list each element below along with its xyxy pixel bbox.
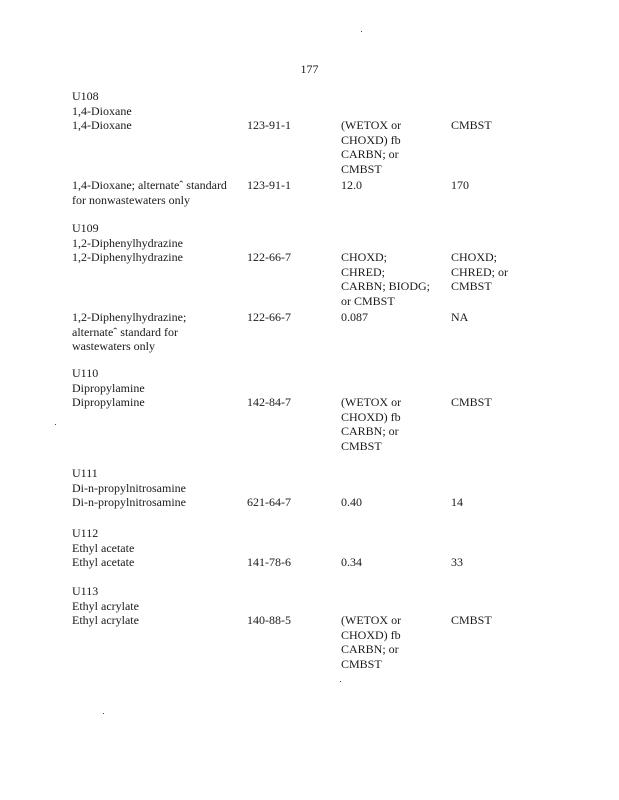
- waste-entry: [72, 584, 532, 671]
- wastewater-standard: CHRED;: [341, 264, 386, 279]
- cas-number: 122-66-7: [247, 310, 291, 324]
- constituent-name: Dipropylamine: [72, 395, 145, 409]
- nonwastewater-standard: 170: [451, 178, 469, 192]
- wastewater-standard: CARBN; or: [341, 147, 399, 161]
- constituent-name: 1,4-Dioxane; alternateˆ standard: [72, 178, 227, 192]
- constituent-name: Di-n-propylnitrosamine: [72, 495, 186, 509]
- wastewater-standard: CARBN; or: [341, 424, 399, 438]
- waste-name: 1,2-Diphenylhydrazine: [72, 235, 183, 250]
- constituent-row: [72, 495, 532, 510]
- cas-number: 122-66-7: [247, 250, 291, 264]
- constituent-row: [72, 178, 532, 207]
- constituent-row: [72, 555, 532, 570]
- wastewater-standard: (WETOX or: [341, 118, 402, 132]
- cas-number: 141-78-6: [247, 555, 291, 569]
- cas-number: 142-84-7: [247, 395, 291, 409]
- constituent-name: 1,2-Diphenylhydrazine;: [72, 310, 187, 324]
- wastewater-standard: or CMBST: [341, 293, 395, 308]
- wastewater-standard: CHOXD;: [341, 250, 388, 264]
- nonwastewater-standard: 33: [451, 555, 463, 569]
- waste-code: U112: [72, 526, 99, 540]
- constituent-name: Ethyl acetate: [72, 555, 135, 569]
- wastewater-standard: CARBN; BIODG;: [341, 279, 431, 293]
- speck: [103, 713, 104, 714]
- constituent-name: Ethyl acrylate: [72, 613, 139, 627]
- waste-code: U110: [72, 366, 99, 380]
- nonwastewater-standard: CHOXD;: [451, 250, 498, 264]
- waste-entry: [72, 526, 532, 570]
- constituent-name: wastewaters only: [72, 339, 155, 353]
- constituent-row: [72, 613, 532, 671]
- cas-number: 621-64-7: [247, 495, 291, 509]
- waste-code: U109: [72, 221, 99, 235]
- speck: [361, 31, 362, 32]
- wastewater-standard: CMBST: [341, 656, 382, 671]
- waste-code: U113: [72, 584, 99, 598]
- speck: [55, 424, 56, 425]
- wastewater-standard: CMBST: [341, 161, 382, 176]
- constituent-row: [72, 395, 532, 453]
- wastewater-standard: 0.34: [341, 555, 362, 569]
- waste-name: Dipropylamine: [72, 380, 145, 395]
- wastewater-standard: 0.40: [341, 495, 362, 509]
- cas-number: 123-91-1: [247, 178, 291, 192]
- wastewater-standard: 12.0: [341, 178, 362, 192]
- wastewater-standard: CMBST: [341, 438, 382, 453]
- nonwastewater-standard: CMBST: [451, 613, 492, 627]
- nonwastewater-standard: CMBST: [451, 118, 492, 132]
- wastewater-standard: CHOXD) fb: [341, 132, 401, 147]
- wastewater-standard: CARBN; or: [341, 642, 399, 656]
- waste-entry: [72, 366, 532, 453]
- constituent-name: 1,2-Diphenylhydrazine: [72, 250, 183, 264]
- cas-number: 140-88-5: [247, 613, 291, 627]
- cas-number: 123-91-1: [247, 118, 291, 132]
- waste-code: U111: [72, 466, 98, 480]
- wastewater-standard: (WETOX or: [341, 613, 402, 627]
- wastewater-standard: 0.087: [341, 310, 368, 324]
- wastewater-standard: CHOXD) fb: [341, 409, 401, 424]
- nonwastewater-standard: CMBST: [451, 279, 492, 293]
- waste-entry: [72, 221, 532, 354]
- constituent-name: for nonwastewaters only: [72, 192, 190, 207]
- page-number: 177: [300, 62, 319, 76]
- waste-code: U108: [72, 89, 99, 103]
- wastewater-standard: (WETOX or: [341, 395, 402, 409]
- nonwastewater-standard: CHRED; or: [451, 264, 508, 279]
- constituent-row: [72, 310, 532, 354]
- constituent-name: 1,4-Dioxane: [72, 118, 132, 132]
- waste-name: 1,4-Dioxane: [72, 103, 132, 118]
- speck: [340, 681, 341, 682]
- nonwastewater-standard: CMBST: [451, 395, 492, 409]
- constituent-row: [72, 118, 532, 176]
- waste-entry: [72, 466, 532, 510]
- wastewater-standard: CHOXD) fb: [341, 627, 401, 642]
- constituent-name: alternateˆ standard for: [72, 324, 178, 339]
- nonwastewater-standard: NA: [451, 310, 469, 324]
- waste-name: Ethyl acetate: [72, 540, 135, 555]
- waste-entry: [72, 89, 532, 207]
- waste-name: Di-n-propylnitrosamine: [72, 480, 186, 495]
- waste-name: Ethyl acrylate: [72, 598, 139, 613]
- nonwastewater-standard: 14: [451, 495, 463, 509]
- constituent-row: [72, 250, 532, 308]
